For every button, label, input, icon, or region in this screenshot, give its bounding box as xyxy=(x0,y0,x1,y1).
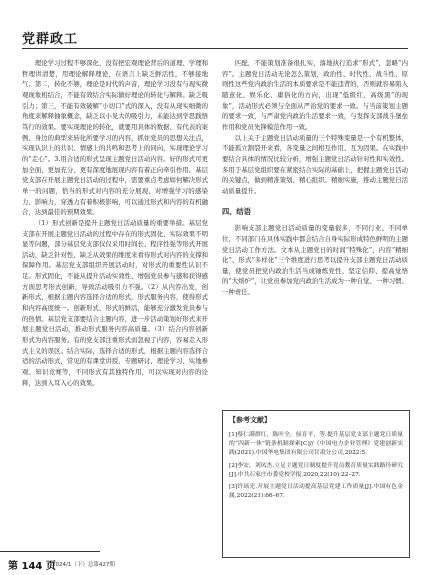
right-column xyxy=(222,58,408,298)
body-paragraph: 匹配，不能策划准备很扎实，落地执行追求“形式”，忽略“内容”。主题党日活动无论怎么策划，政治性、时代性、战斗性、原则性这些党内政治生活的本质要求是不能违背的，否则就容易陷入随意化、娱乐化、庸俗化的方向，出现“低级红、高级黑”的现象”，活动形式必须与全面从严治党的要求一致。与当前策划主题的要求一致，与严肃党内政治生活要求一致，与发挥支部战斗堡垒作用和党员先锋模范作用一致。 xyxy=(222,59,408,131)
reference-item: [3]许瑶光.开展主题党日活动提高基层党建工作质量[J].中国有色金属,2022(21):66–67. xyxy=(229,484,403,500)
body-paragraph: （1）形式创新是提升主题党日活动质量的重要举措。基层党支部在开展主题党日活动的过程中存在的形式固化、实际效果不明显等问题，部分基层党支部仅仅采用时间长、程序性强等形式开展活动，缺乏针对性、缺乏从效果的维度来看待形式对内容的支撑和保障作用。基层党支部组织开展活动时，对形式的重要性认识不足。形式固化，不能从提升活动实效性、增强党员参与感和获得感方面思考形式创新，导致活动吸引力不强。（2）从内容出发，创新形式，根据主题内容选择合适的形式，形式服务内容，使得形式和内容高度统一。创新形式，形式的鲜活，能够充分激发党员参与的热情。基层党支部要结合主题内容，进一步活动策划好形式来开展主题党日活动，推动形式服务内容高质量。（3）结合内容创新形式为内容服务。有的党支部注重形式而忽视了内容，容易走入形式主义的误区。结合实际，选择合适的形式，根据主题内容选择合适的活动形式，常见的有课堂讲授、专题研讨、理论学习、实地参观、知识竞赛等，不同形式有其独特作用，可以实现对内容的诠释，达到入耳入心的效果。 xyxy=(22,218,208,387)
references-title: 【参考文献】 xyxy=(229,416,271,424)
references-box xyxy=(222,410,410,558)
body-paragraph: 以上关于主题党日活动质量的三个特殊变量是一个有机整体，不能孤立割裂开来看，各变量之间相互作用、互为因果。在实践中要结合具体的情况比较分析，增强主题党日活动针对性和实效性。多用于基层党组织要在紧密结合实际的基础上，把握主题党日活动的关键点，做到精准策划、精心组织、精细实施，推动主题党日活动质量提升。 xyxy=(222,133,408,195)
footer-divider xyxy=(0,551,100,552)
left-column xyxy=(22,58,208,388)
column-title: 党群政工 xyxy=(22,32,79,47)
reference-item: [1]蔡仁满群红，陈叶全，侯育平，等.提升基层党支部主题党日质量的“四新一体”链条机制探索[C]//《中国电力企业管理》党建创新实践(2021).中国华电集团有限公司甘肃分公司,2022:5. xyxy=(229,432,403,457)
page-header xyxy=(0,0,427,52)
section-heading: 四、结语 xyxy=(222,206,251,216)
body-paragraph: 理论学习过程不够深化，没有把宏观理论背后的道理、学理和哲理讲清楚，用理论解释理论，在语言上缺乏鲜活性，不够接地气；第二，转化不够，理论是时代的声音，理论学习没有与现实微观现象相结合，不能有效结合实际做好理论的转化与解释。缺乏吸引力；第三，不能有效破解“小切口”式的深入，没有从现实细微的角度来解释抽象概念，缺乏以小见大的吸引力，未能达到学思践悟笃行的效果。要实现理论的转化，就要用具体的数据、有代表的案例、身边的典型来转化所要学习的内容，抓住党员的思想关注点，实现认识上的共识、情感上的共鸣和思考上的同向，实现理论学习的“走心”。3.用合适的形式呈现主题党日活动内容。好的形式可更加全面、更加充分、更有深度地展现内容有着正向牵引作用。基层党支部在开展主题党日活动的过程中，需要重点考虑如何解决形式单一的问题，恰当的形式对内容的充分展现，对增强学习的感染力、影响力，穿透力有着积极影响，可以通过形式和内容的有机融合，达到最佳的预期效果。 xyxy=(22,59,208,217)
page-number: 第 144 页 xyxy=(8,561,56,572)
body-paragraph: 影响支部主题党日活动质量的变量很多，不同行业、不同单位、不同部门在具体实践中都会结合自身实际形成特色鲜明的主题党日活动工作方法。文本从主题党日的时间“特殊化”、内容“精细化”、形式“多样化”三个维度进行思考以提升支部主题党日活动质量，使党员把党内政治生活当成锤炼党性、坚定信仰、提高觉悟的“大熔炉”，让党员参加党内政治生活成为一种自觉、一种习惯、一种责任。 xyxy=(222,224,408,297)
header-divider xyxy=(22,48,408,49)
issue-info: 2024/1（下）总第427期 xyxy=(52,562,115,568)
page-footer xyxy=(0,545,427,575)
reference-item: [2]李安，刘凤杰.立足主题党日制度提升党员教育质量实践路径研究[J].中共石家庄市委党校学报,2020,22(10):22–27. xyxy=(229,462,403,478)
